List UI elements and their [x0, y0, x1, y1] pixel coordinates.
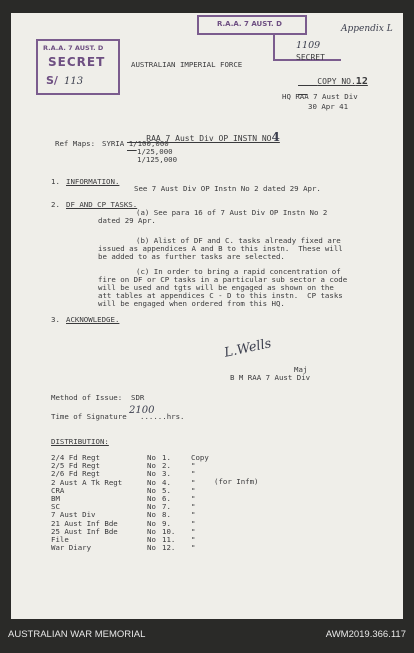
distribution-no-label: No: [147, 477, 156, 487]
distribution-copy-number: 12.: [162, 543, 176, 553]
copy-label: COPY NO.: [317, 77, 356, 86]
distribution-recipient: 21 Aust Inf Bde: [51, 518, 118, 528]
section-3-number: 3.: [51, 315, 60, 324]
distribution-no-label: No: [147, 461, 156, 471]
distribution-no-label: No: [147, 485, 156, 495]
method-of-issue-value: SDR: [131, 393, 145, 402]
distribution-copy-number: 10.: [162, 526, 176, 536]
distribution-no-label: No: [147, 510, 156, 520]
secret-heading: SECRET: [296, 53, 325, 62]
stamp-top-number: 1109: [296, 40, 321, 51]
distribution-copy-number: 5.: [162, 485, 171, 495]
distribution-copy-mark: ": [191, 510, 196, 520]
ref-map-2: 1/25,000: [137, 147, 173, 156]
section-2c-line4: att tables at appendices C - D to this instn. CP tasks: [98, 291, 343, 300]
secret-stamp-left: [36, 39, 120, 95]
distribution-copy-mark: ": [191, 502, 196, 512]
distribution-recipient: 2/5 Fd Regt: [51, 461, 100, 471]
stamp-top-line1: R.A.A. 7 AUST. D: [217, 20, 282, 28]
ref-map-1: SYRIA 1/100,000: [102, 139, 169, 148]
distribution-recipient: 7 Aust Div: [51, 510, 96, 520]
title-text: RAA 7 Aust Div OP INSTN NO: [146, 134, 272, 143]
distribution-copy-number: 1.: [162, 453, 171, 462]
stamp-left-number: 113: [64, 76, 84, 87]
time-of-signature-value: 2100: [129, 405, 155, 416]
section-2c-line2: fire on DF or CP tasks in a particular sub sector a code: [98, 275, 348, 284]
time-of-signature-suffix: ......hrs.: [140, 412, 185, 421]
distribution-recipient: 25 Aust Inf Bde: [51, 526, 118, 536]
time-of-signature-label: Time of Signature: [51, 412, 127, 421]
section-1-heading: INFORMATION.: [66, 177, 120, 186]
ref-maps-label: Ref Maps:: [55, 139, 96, 148]
distribution-copy-mark: ": [191, 461, 196, 471]
section-1-text: See 7 Aust Div OP Instn No 2 dated 29 Apr.: [134, 184, 321, 193]
distribution-recipient: 2 Aust A Tk Regt: [51, 477, 123, 487]
distribution-copy-number: 7.: [162, 502, 171, 512]
hq-line: HQ RAA 7 Aust Div: [282, 92, 358, 101]
section-2-heading: DF AND CP TASKS.: [66, 200, 138, 209]
signature-unit: B M RAA 7 Aust Div: [230, 373, 311, 382]
section-3-heading: ACKNOWLEDGE.: [66, 315, 120, 324]
section-1-number: 1.: [51, 177, 60, 186]
footer-id: AWM2019.366.117: [325, 629, 406, 640]
section-2c-line5: will be engaged when ordered from this HQ.: [98, 299, 285, 308]
distribution-recipient: File: [51, 535, 69, 544]
stamp-left-ref: S/: [46, 74, 58, 87]
distribution-copy-mark: Copy: [191, 453, 209, 462]
stamp-left-line1: R.A.A. 7 AUST. D: [43, 44, 104, 52]
signature-rank: Maj: [294, 365, 308, 374]
distribution-no-label: No: [147, 502, 156, 512]
distribution-copy-mark: ": [191, 518, 196, 528]
distribution-no-label: No: [147, 535, 156, 544]
distribution-no-label: No: [147, 518, 156, 528]
distribution-copy-mark: ": [191, 526, 196, 536]
distribution-copy-mark: ": [191, 477, 196, 487]
distribution-copy-number: 3.: [162, 469, 171, 479]
distribution-no-label: No: [147, 469, 156, 479]
distribution-recipient: SC: [51, 502, 60, 512]
distribution-copy-number: 11.: [162, 535, 176, 544]
distribution-copy-mark: ": [191, 543, 196, 553]
ref-map-3: 1/125,000: [137, 155, 178, 164]
section-2a-line2: dated 29 Apr.: [98, 216, 156, 225]
section-2a-line1: (a) See para 16 of 7 Aust Div OP Instn No 2: [136, 208, 328, 217]
section-2b-line3: be added to as further tasks are selected.: [98, 252, 285, 261]
distribution-copy-mark: ": [191, 494, 196, 503]
distribution-copy-number: 4.: [162, 477, 171, 487]
section-2c-line1: (c) In order to bring a rapid concentration of: [136, 267, 341, 276]
method-of-issue-label: Method of Issue:: [51, 393, 123, 402]
stamp-left-secret: SECRET: [48, 55, 106, 69]
distribution-copy-number: 2.: [162, 461, 171, 471]
appendix-handwritten: Appendix L: [341, 24, 393, 34]
distribution-recipient: War Diary: [51, 543, 92, 553]
section-2b-line1: (b) Alist of DF and C. tasks already fixed are: [136, 236, 341, 245]
distribution-copy-number: 6.: [162, 494, 171, 503]
distribution-copy-number: 9.: [162, 518, 171, 528]
distribution-no-label: No: [147, 543, 156, 553]
distribution-heading: DISTRIBUTION:: [51, 437, 109, 446]
distribution-recipient: CRA: [51, 485, 65, 495]
distribution-recipient: 2/6 Fd Regt: [51, 469, 100, 479]
footer-bar: [0, 619, 414, 653]
distribution-note: (for Infm): [214, 477, 259, 486]
document-page: [11, 13, 403, 619]
section-2c-line3: will be used and tgts will be engaged as shown on the: [98, 283, 334, 292]
distribution-copy-number: 8.: [162, 510, 171, 520]
distribution-copy-mark: ": [191, 485, 196, 495]
force-heading: AUSTRALIAN IMPERIAL FORCE: [131, 60, 243, 69]
distribution-recipient: 2/4 Fd Regt: [51, 453, 100, 462]
title-number: 4: [271, 130, 280, 144]
distribution-no-label: No: [147, 494, 156, 503]
raa-stamp-top: [197, 15, 307, 35]
date-line: 30 Apr 41: [308, 102, 349, 111]
distribution-no-label: No: [147, 453, 156, 462]
distribution-recipient: BM: [51, 494, 60, 503]
signature-handwritten: L.Wells: [222, 336, 273, 361]
distribution-no-label: No: [147, 526, 156, 536]
distribution-copy-mark: ": [191, 469, 196, 479]
copy-number: 12: [355, 76, 368, 87]
footer-credit: AUSTRALIAN WAR MEMORIAL: [8, 629, 146, 640]
section-2-number: 2.: [51, 200, 60, 209]
distribution-copy-mark: ": [191, 535, 196, 544]
section-2b-line2: issued as appendices A and B to this instn. These will: [98, 244, 343, 253]
